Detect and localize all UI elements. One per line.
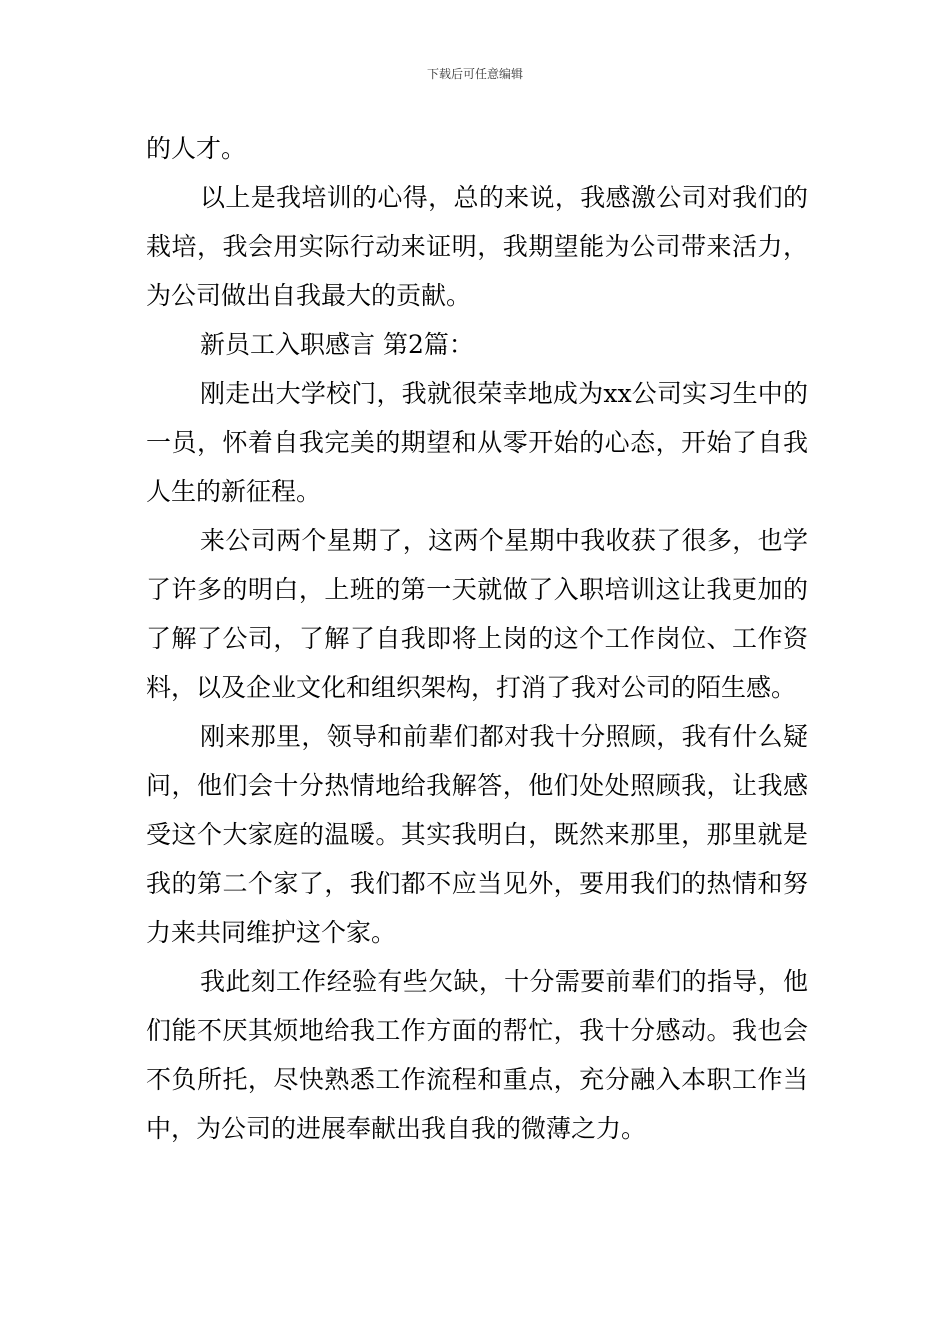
- paragraph-6: 我此刻工作经验有些欠缺，十分需要前辈们的指导，他们能不厌其烦地给我工作方面的帮忙，我十分感动。我也会不负所托，尽快熟悉工作流程和重点，充分融入本职工作当中，为公司的进展奉献出我自我的微薄之力。: [146, 967, 808, 1143]
- paragraph-4: 来公司两个星期了，这两个星期中我收获了很多，也学了许多的明白，上班的第一天就做了入职培训这让我更加的了解了公司，了解了自我即将上岗的这个工作岗位、工作资料，以及企业文化和组织架构，打消了我对公司的陌生感。: [146, 526, 808, 702]
- paragraph-3: 刚走出大学校门，我就很荣幸地成为xx公司实习生中的一员，怀着自我完美的期望和从零开始的心态，开始了自我人生的新征程。: [146, 379, 808, 506]
- paragraph-5: 刚来那里，领导和前辈们都对我十分照顾，我有什么疑问，他们会十分热情地给我解答，他们处处照顾我，让我感受这个大家庭的温暖。其实我明白，既然来那里，那里就是我的第二个家了，我们都不应当见外，要用我们的热情和努力来共同维护这个家。: [146, 722, 808, 947]
- document-body: [146, 124, 808, 1153]
- paragraph-2: 以上是我培训的心得，总的来说，我感激公司对我们的栽培，我会用实际行动来证明，我期望能为公司带来活力，为公司做出自我最大的贡献。: [146, 183, 808, 310]
- paragraph-1: 的人才。: [146, 134, 247, 163]
- page-header: 下载后可任意编辑: [426, 67, 523, 81]
- section-heading: 新员工入职感言 第2篇：: [200, 330, 474, 359]
